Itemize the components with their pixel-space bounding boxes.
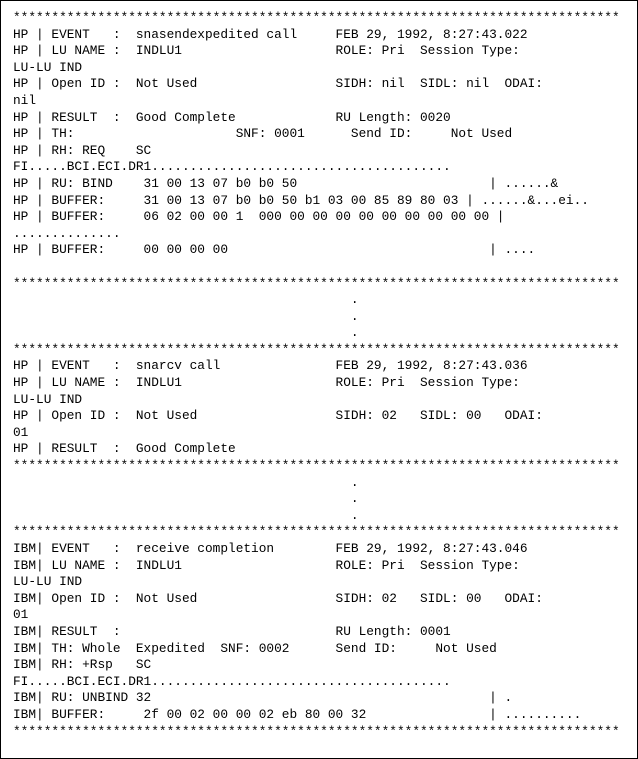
trace-line: LU-LU IND	[13, 59, 83, 75]
trace-line: HP | BUFFER: 00 00 00 00 | ....	[13, 242, 536, 258]
ellipsis-dot-line: .	[13, 474, 359, 490]
trace-line: HP | RU: BIND 31 00 13 07 b0 b0 50 | ......&	[13, 175, 559, 191]
trace-line: IBM| TH: Whole Expedited SNF: 0002 Send ID: Not Used	[13, 640, 497, 656]
separator-line: *******************************************************************************	[13, 723, 620, 739]
trace-line: HP | LU NAME : INDLU1 ROLE: Pri Session Type:	[13, 43, 520, 59]
ellipsis-dot-line: .	[13, 325, 359, 341]
trace-line: nil	[13, 92, 37, 108]
separator-line: *******************************************************************************	[13, 524, 620, 540]
trace-line: FI.....BCI.ECI.DR1.......................................	[13, 673, 451, 689]
trace-line: HP | EVENT : snasendexpedited call FEB 29, 1992, 8:27:43.022	[13, 26, 528, 42]
trace-line: FI.....BCI.ECI.DR1.......................................	[13, 159, 451, 175]
trace-line: HP | RESULT : Good Complete RU Length: 0020	[13, 109, 451, 125]
ellipsis-dot-line: .	[13, 292, 359, 308]
separator-line: *******************************************************************************	[13, 10, 620, 25]
trace-line: LU-LU IND	[13, 574, 83, 590]
ellipsis-dot-line: .	[13, 308, 359, 324]
trace-line: HP | LU NAME : INDLU1 ROLE: Pri Session Type:	[13, 375, 520, 391]
separator-line: *******************************************************************************	[13, 275, 620, 291]
trace-line: IBM| LU NAME : INDLU1 ROLE: Pri Session Type:	[13, 557, 520, 573]
trace-line: HP | Open ID : Not Used SIDH: 02 SIDL: 00 ODAI:	[13, 408, 543, 424]
trace-line: LU-LU IND	[13, 391, 83, 407]
trace-line: HP | RESULT : Good Complete	[13, 441, 236, 457]
trace-listing	[13, 10, 620, 740]
trace-line: IBM| RESULT : RU Length: 0001	[13, 623, 451, 639]
trace-line: HP | TH: SNF: 0001 Send ID: Not Used	[13, 126, 513, 142]
trace-line: IBM| Open ID : Not Used SIDH: 02 SIDL: 00 ODAI:	[13, 590, 543, 606]
trace-line: HP | BUFFER: 31 00 13 07 b0 b0 50 b1 03 00 85 89 80 03 | ......&...ei..	[13, 192, 589, 208]
separator-line: *******************************************************************************	[13, 341, 620, 357]
trace-line: HP | BUFFER: 06 02 00 00 1 000 00 00 00 00 00 00 00 00 00 |	[13, 209, 505, 225]
trace-line: HP | Open ID : Not Used SIDH: nil SIDL: nil ODAI:	[13, 76, 543, 92]
trace-line: IBM| RU: UNBIND 32 | .	[13, 690, 513, 706]
trace-line: HP | RH: REQ SC	[13, 142, 152, 158]
separator-line: *******************************************************************************	[13, 458, 620, 474]
trace-line: IBM| EVENT : receive completion FEB 29, 1992, 8:27:43.046	[13, 541, 528, 556]
trace-line: IBM| BUFFER: 2f 00 02 00 00 02 eb 80 00 32 | ..........	[13, 706, 582, 722]
trace-line: HP | EVENT : snarcv call FEB 29, 1992, 8:27:43.036	[13, 358, 528, 374]
trace-line: 01	[13, 424, 29, 440]
trace-line: ..............	[13, 225, 121, 241]
trace-line: IBM| RH: +Rsp SC	[13, 657, 152, 673]
ellipsis-dot-line: .	[13, 507, 359, 523]
trace-line: 01	[13, 607, 29, 623]
blank-line	[13, 259, 620, 276]
ellipsis-dot-line: .	[13, 491, 359, 507]
